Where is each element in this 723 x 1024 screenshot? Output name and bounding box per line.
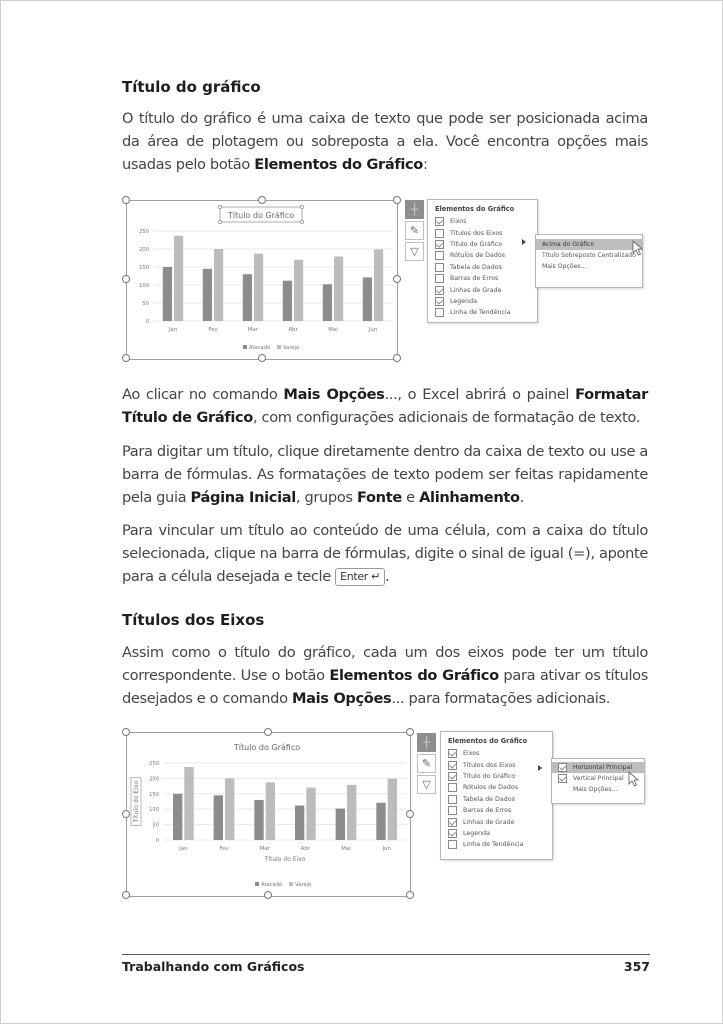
option-label: Legenda [463, 829, 490, 837]
checkbox[interactable] [448, 783, 457, 792]
option-label: Tabela de Dados [463, 795, 515, 803]
text: ..., o Excel abrirá o painel [384, 386, 576, 403]
chart-elements-button[interactable] [417, 733, 436, 752]
resize-handle[interactable] [122, 728, 130, 736]
bar-atacado [173, 794, 182, 840]
y-tick-label: 100 [149, 807, 159, 814]
resize-handle[interactable] [406, 891, 414, 899]
legend-label: Varejo [283, 345, 300, 351]
legend-swatch [255, 882, 259, 886]
checkbox[interactable] [448, 806, 457, 815]
bar-atacado [323, 284, 332, 321]
chart-title-submenu [535, 234, 643, 288]
paragraph-chart-title-intro [122, 107, 648, 176]
submenu-item-above-chart[interactable]: Acima do Gráfico [536, 239, 642, 250]
chart-element-option[interactable] [435, 227, 537, 238]
title-resize-handle [218, 205, 221, 208]
chart-element-option[interactable] [448, 794, 552, 805]
x-tick-label: Jan [168, 327, 178, 333]
text: O título do gráfico é uma caixa de texto que pode ser posicionada acima da área de plotagem ou sobreposta a ela. Você encontra opções mais usadas pelo botão [122, 110, 648, 173]
legend-swatch [277, 345, 281, 349]
x-tick-label: Abr [300, 846, 310, 852]
x-tick-label: Mar [247, 327, 259, 333]
chart-element-option[interactable] [435, 307, 537, 318]
title-resize-handle [300, 205, 303, 208]
bold-text: Fonte [356, 489, 402, 506]
panel-title: Elementos do Gráfico [448, 737, 528, 745]
resize-handle[interactable] [264, 891, 272, 899]
footer-chapter-title: Trabalhando com Gráficos [122, 959, 305, 974]
submenu-label: Vertical Principal [573, 775, 624, 782]
y-tick-label: 200 [149, 776, 159, 783]
option-label: Linha de Tendência [450, 309, 511, 317]
bold-text: Mais Opções [283, 386, 385, 403]
page-number: 357 [623, 959, 650, 974]
resize-handle[interactable] [122, 354, 130, 362]
chart-styles-button[interactable] [417, 754, 436, 773]
y-tick-label: 0 [155, 838, 159, 844]
y-tick-label: 50 [142, 301, 149, 307]
bold-text: Alinhamento [419, 489, 520, 506]
option-label: Tabela de Dados [450, 263, 502, 271]
bar-varejo [174, 236, 183, 321]
text: : [422, 156, 428, 173]
submenu-arrow-icon [538, 765, 542, 771]
y-tick-label: 50 [152, 822, 159, 829]
chart-title: Título do Gráfico [233, 743, 301, 752]
x-tick-label: Mar [259, 846, 270, 852]
submenu-arrow-icon [522, 239, 526, 245]
option-label: Eixos [463, 750, 480, 758]
filter-icon: ▽ [422, 778, 431, 791]
paragraph-typing-title [122, 440, 648, 509]
checkbox[interactable] [448, 749, 457, 758]
checkbox[interactable] [435, 286, 444, 295]
chart-element-option[interactable] [435, 250, 537, 261]
chart-element-option[interactable] [435, 296, 537, 307]
x-tick-label: Jan [179, 846, 188, 852]
chart-filters-button[interactable] [417, 775, 436, 794]
y-tick-label: 150 [149, 791, 159, 798]
option-label: Barras de Erros [450, 275, 499, 283]
bar-atacado [163, 267, 172, 321]
resize-handle[interactable] [393, 354, 401, 362]
text: , grupos [295, 489, 357, 506]
bold-text: Formatar Título de Gráfico [122, 386, 648, 426]
chart-element-option[interactable] [435, 216, 537, 227]
bar-varejo [347, 785, 356, 840]
mouse-cursor-icon [628, 771, 640, 789]
mouse-cursor-icon [632, 240, 644, 258]
submenu-label: Mais Opções... [573, 786, 618, 793]
text: , com configurações adicionais de formatação de texto. [252, 409, 640, 426]
text: Assim como o título do gráfico, cada um dos eixos pode ter um título correspondente. Use o botão [122, 644, 648, 684]
checkbox[interactable] [448, 840, 457, 849]
checkbox[interactable] [435, 240, 444, 249]
option-label: Eixos [450, 218, 467, 226]
option-label: Rótulos de Dados [450, 252, 505, 260]
chart-styles-button[interactable] [405, 221, 424, 240]
paragraph-axis-titles [122, 641, 648, 710]
bar-varejo [254, 254, 263, 321]
bar-varejo [225, 778, 234, 840]
bar-varejo [374, 249, 383, 321]
chart-elements-button[interactable] [405, 200, 424, 219]
chart-element-option[interactable] [448, 805, 552, 816]
brush-icon: ✎ [421, 757, 432, 770]
checkbox[interactable] [435, 251, 444, 260]
title-resize-handle [300, 220, 303, 223]
x-axis-title: Título do Eixo [264, 856, 306, 863]
chart-element-option[interactable] [448, 816, 552, 827]
resize-handle[interactable] [393, 196, 401, 204]
x-tick-label: Jun [382, 846, 391, 852]
y-tick-label: 250 [139, 229, 149, 235]
option-label: Títulos dos Eixos [463, 761, 516, 769]
section-heading-chart-title: Título do gráfico [122, 78, 261, 96]
resize-handle[interactable] [122, 196, 130, 204]
section-heading-axis-titles: Títulos dos Eixos [122, 611, 265, 629]
chart-element-option[interactable] [448, 771, 552, 782]
resize-handle[interactable] [406, 728, 414, 736]
footer-divider [122, 954, 650, 955]
text: e [401, 489, 420, 506]
text: ... para formatações adicionais. [391, 690, 611, 707]
checkbox[interactable] [448, 829, 457, 838]
resize-handle[interactable] [258, 196, 266, 204]
checkbox[interactable] [435, 308, 444, 317]
bold-text: Elementos do Gráfico [329, 667, 499, 684]
chart-filters-button[interactable] [405, 242, 424, 261]
bar-atacado [363, 277, 372, 321]
checkbox[interactable] [435, 297, 444, 306]
checkbox[interactable] [448, 761, 457, 770]
bold-text: Elementos do Gráfico [254, 156, 423, 173]
bar-atacado [336, 809, 345, 840]
resize-handle[interactable] [122, 275, 130, 283]
checkbox[interactable] [558, 763, 567, 772]
x-tick-label: Jun [368, 327, 378, 333]
plus-icon: ┼ [411, 203, 418, 216]
chart-elements-panel [440, 731, 553, 860]
option-label: Linhas de Grade [463, 818, 515, 826]
option-label: Linha de Tendência [463, 841, 524, 849]
bar-atacado [283, 281, 292, 321]
chart-title: Título do Gráfico [227, 211, 295, 220]
chart-element-option[interactable] [448, 828, 552, 839]
bar-atacado [376, 803, 385, 840]
title-resize-handle [218, 220, 221, 223]
resize-handle[interactable] [264, 728, 272, 736]
text: para ativar os títulos desejados e o comando [122, 667, 648, 707]
x-tick-label: Fev [219, 846, 229, 852]
text: Ao clicar no comando [122, 386, 284, 403]
plus-icon: ┼ [423, 736, 430, 749]
option-label: Barras de Erros [463, 807, 512, 815]
chart-element-option[interactable] [435, 273, 537, 284]
chart-element-option[interactable] [448, 782, 552, 793]
legend-swatch [289, 882, 293, 886]
bar-varejo [306, 788, 315, 840]
brush-icon: ✎ [409, 224, 420, 237]
option-label: Títulos dos Eixos [450, 229, 503, 237]
chart-elements-panel [427, 199, 538, 323]
bar-atacado [203, 269, 212, 321]
bold-text: Página Inicial [190, 489, 296, 506]
bar-varejo [334, 257, 343, 321]
bar-varejo [266, 782, 275, 840]
checkbox[interactable] [435, 229, 444, 238]
checkbox[interactable] [435, 217, 444, 226]
bar-atacado [243, 274, 252, 321]
bold-text: Mais Opções [291, 690, 392, 707]
x-tick-label: Mai [328, 327, 338, 333]
submenu-item-more-options[interactable]: Mais Opções... [542, 263, 587, 270]
y-tick-label: 150 [139, 265, 149, 271]
bar-atacado [295, 806, 304, 840]
legend-label: Atacado [249, 345, 271, 351]
x-tick-label: Fev [208, 327, 218, 333]
option-label: Rótulos de Dados [463, 784, 518, 792]
chart-1-frame[interactable] [126, 200, 398, 360]
chart-element-option[interactable] [448, 839, 552, 850]
option-label: Legenda [450, 297, 477, 305]
legend-label: Varejo [295, 882, 312, 888]
enter-key: Enter ↵ [335, 568, 385, 586]
chart-element-option[interactable] [448, 759, 552, 770]
panel-title: Elementos do Gráfico [435, 205, 515, 213]
checkbox[interactable] [435, 274, 444, 283]
checkbox[interactable] [558, 774, 567, 783]
bar-atacado [254, 800, 263, 840]
option-label: Título do Gráfico [450, 240, 503, 248]
checkbox[interactable] [448, 772, 457, 781]
checkbox[interactable] [448, 818, 457, 827]
text: Para vincular um título ao conteúdo de uma célula, com a caixa do título selecionada, clique na barra de fórmulas, digite o sinal de igual (=), aponte para a célula desejada e tecle [122, 522, 648, 585]
text: . [519, 489, 524, 506]
x-tick-label: Abr [288, 327, 298, 333]
resize-handle[interactable] [122, 810, 130, 818]
checkbox[interactable] [435, 263, 444, 272]
resize-handle[interactable] [406, 810, 414, 818]
filter-icon: ▽ [410, 245, 419, 258]
paragraph-link-cell [122, 519, 648, 588]
chart-element-option[interactable] [435, 262, 537, 273]
text: Para digitar um título, clique diretamente dentro da caixa de texto ou use a barra de fórmulas. As formatações de texto podem ser feitas rapidamente pela guia [122, 443, 648, 506]
chart-2-frame[interactable] [126, 732, 411, 897]
resize-handle[interactable] [122, 891, 130, 899]
submenu-label: Horizontal Principal [573, 764, 633, 771]
bar-varejo [214, 249, 223, 321]
resize-handle[interactable] [393, 275, 401, 283]
option-label: Linhas de Grade [450, 286, 502, 294]
bar-varejo [184, 767, 193, 840]
legend-swatch [243, 345, 247, 349]
bar-varejo [294, 260, 303, 321]
y-tick-label: 250 [149, 761, 159, 767]
text: . [384, 568, 390, 585]
bar-varejo [388, 779, 397, 840]
chart-1 [127, 201, 397, 359]
y-tick-label: 200 [139, 247, 149, 253]
chart-element-option[interactable] [435, 284, 537, 295]
submenu-item-centered-overlay[interactable]: Título Sobreposto Centralizado [542, 252, 636, 259]
y-tick-label: 0 [145, 319, 149, 325]
y-axis-title: Título do Eixo [133, 780, 140, 823]
checkbox[interactable] [448, 795, 457, 804]
x-tick-label: Mai [341, 846, 351, 852]
option-label: Título do Gráfico [463, 772, 516, 780]
paragraph-more-options [122, 383, 648, 429]
y-tick-label: 100 [139, 283, 149, 289]
chart-element-option[interactable] [448, 748, 552, 759]
legend-label: Atacado [261, 882, 283, 888]
chart-2 [127, 733, 410, 896]
resize-handle[interactable] [258, 354, 266, 362]
bar-atacado [214, 795, 223, 840]
